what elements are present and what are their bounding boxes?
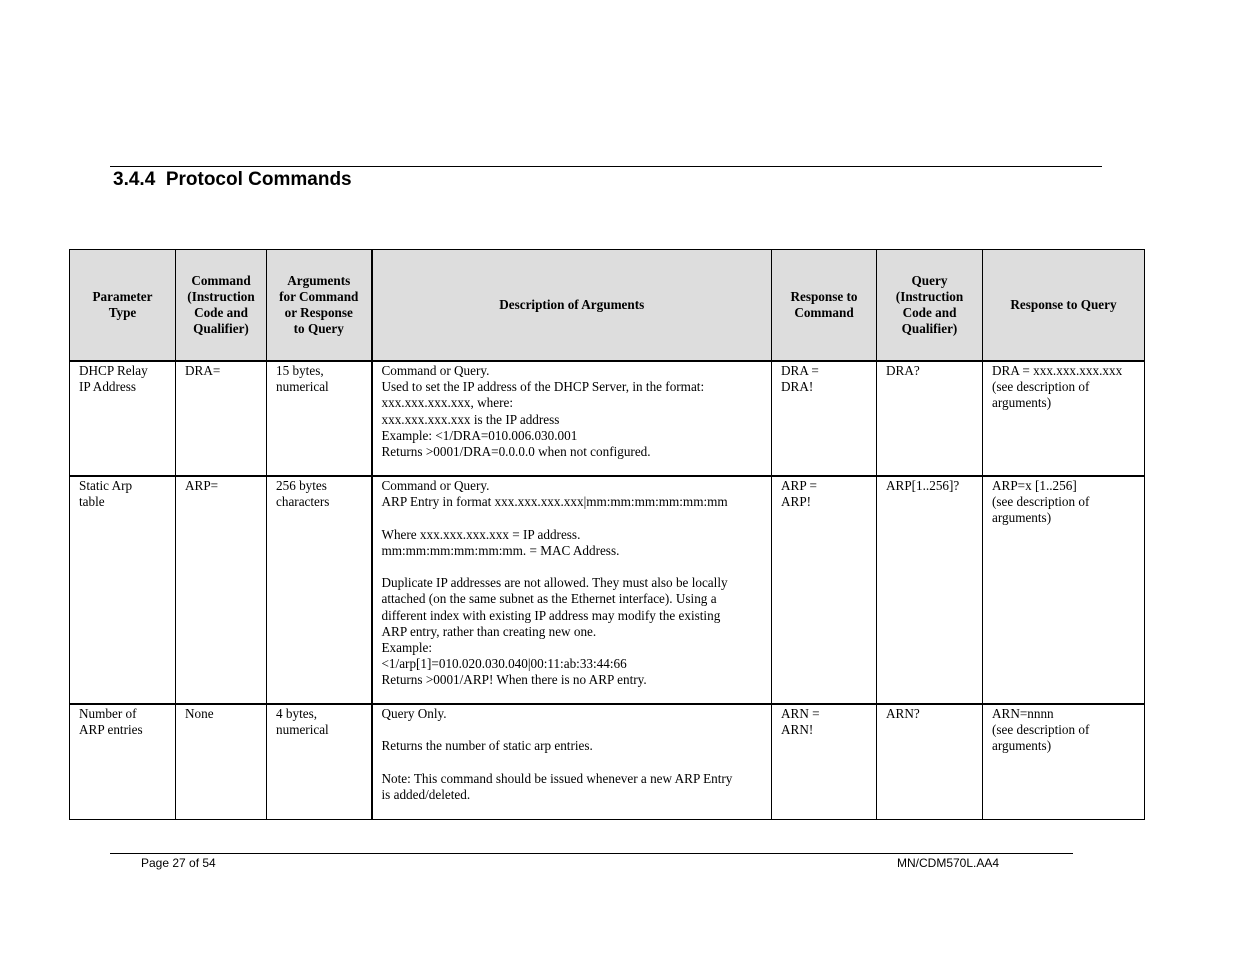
header-arguments: Arguments for Command or Response to Query (267, 250, 372, 362)
document-id: MN/CDM570L.AA4 (897, 856, 1000, 870)
cell-response-to-command: ARP = ARP! (772, 476, 877, 704)
cell-description: Query Only. Returns the number of static arp entries. Note: This command should be issued whenever a new ARP Entry is added/deleted. (372, 704, 772, 820)
header-parameter-type: Parameter Type (70, 250, 176, 362)
table-row (70, 704, 1145, 820)
section-title: 3.4.4 Protocol Commands (113, 169, 352, 190)
cell-command: None (176, 704, 267, 820)
protocol-commands-table (69, 249, 1145, 820)
cell-response-to-command: DRA = DRA! (772, 361, 877, 476)
table-header-row (70, 250, 1145, 362)
footer-rule (110, 853, 1073, 854)
header-query: Query (Instruction Code and Qualifier) (877, 250, 983, 362)
cell-response-to-query: DRA = xxx.xxx.xxx.xxx (see description of arguments) (983, 361, 1145, 476)
cell-query: ARP[1..256]? (877, 476, 983, 704)
table-row (70, 476, 1145, 704)
table-row (70, 361, 1145, 476)
cell-command: DRA= (176, 361, 267, 476)
header-description: Description of Arguments (372, 250, 772, 362)
cell-arguments: 256 bytes characters (267, 476, 372, 704)
top-rule (110, 166, 1102, 167)
cell-response-to-command: ARN = ARN! (772, 704, 877, 820)
cell-response-to-query: ARP=x [1..256] (see description of arguments) (983, 476, 1145, 704)
page-number: Page 27 of 54 (141, 856, 216, 870)
cell-response-to-query: ARN=nnnn (see description of arguments) (983, 704, 1145, 820)
cell-arguments: 15 bytes, numerical (267, 361, 372, 476)
cell-description: Command or Query. Used to set the IP address of the DHCP Server, in the format: xxx.xxx.xxx.xxx, where: xxx.xxx.xxx.xxx is the IP address Example: <1/DRA=010.006.030.001 Returns >0001/DRA=0.0.0.0 when not configured. (372, 361, 772, 476)
cell-parameter-type: DHCP Relay IP Address (70, 361, 176, 476)
header-response-to-command: Response to Command (772, 250, 877, 362)
header-command: Command (Instruction Code and Qualifier) (176, 250, 267, 362)
cell-parameter-type: Static Arp table (70, 476, 176, 704)
cell-parameter-type: Number of ARP entries (70, 704, 176, 820)
header-response-to-query: Response to Query (983, 250, 1145, 362)
cell-query: DRA? (877, 361, 983, 476)
cell-arguments: 4 bytes, numerical (267, 704, 372, 820)
cell-description: Command or Query. ARP Entry in format xxx.xxx.xxx.xxx|mm:mm:mm:mm:mm:mm Where xxx.xxx.xxx.xxx = IP address. mm:mm:mm:mm:mm:mm. = MAC Address. Duplicate IP addresses are not allowed. They must also be locally attached (on the same subnet as the Ethernet interface). Using a different index with existing IP address may modify the existing ARP entry, rather than creating new one. Example: <1/arp[1]=010.020.030.040|00:11:ab:33:44:66 Returns >0001/ARP! When there is no ARP entry. (372, 476, 772, 704)
cell-query: ARN? (877, 704, 983, 820)
cell-command: ARP= (176, 476, 267, 704)
